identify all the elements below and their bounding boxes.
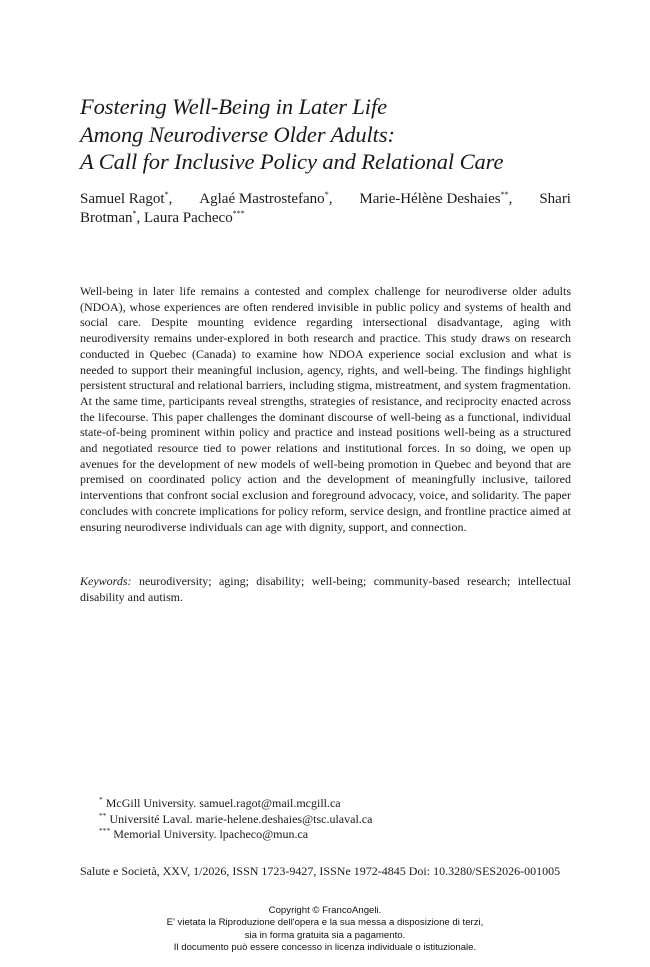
author-entry: [80, 190, 172, 209]
journal-citation: Salute e Società, XXV, 1/2026, ISSN 1723-9427, ISSNe 1972-4845 Doi: 10.3280/SES2026-001005: [80, 864, 561, 878]
author-separator: ,: [168, 191, 173, 207]
footnote-text: Université Laval. marie-helene.deshaies@tsc.ulaval.ca: [109, 811, 373, 826]
author-name: Aglaé Mastrostefano: [199, 191, 325, 207]
abstract-text: Well-being in later life remains a contested and complex challenge for neurodiverse older adults (NDOA), whose experiences are often rendered invisible in public policy and systems of health and social care. Despite mounting evidence regarding intersectional disadvantage, aging with neurodiversity remains under-explored in both research and practice. This study draws on research conducted in Quebec (Canada) to examine how NDOA experience social exclusion and what is needed to support their meaningful inclusion, agency, rights, and well-being. The findings highlight persistent structural and relational barriers, including stigma, mistreatment, and system fragmentation. At the same time, participants reveal strengths, strategies of resistance, and reciprocity enacted across the lifecourse. This paper challenges the dominant discourse of well-being as a functional, individual state-of-being prominent within policy and practice and instead positions well-being as a structured and negotiated resource tied to power relations and institutional forces. In so doing, we open up avenues for the development of new models of well-being promotion in Quebec and beyond that are premised on coordinated policy action and the development of meaningfully inclusive, tailored interventions that confront social exclusion and foreground advocacy, voice, and solidarity. The paper concludes with concrete implications for policy reform, service design, and frontline practice aimed at ensuring neurodiverse individuals can age with dignity, support, and connection.: [80, 284, 571, 534]
author-entry: [80, 210, 140, 226]
author-name: Samuel Ragot: [80, 191, 165, 207]
affiliation-mark: *: [132, 209, 137, 218]
author-list: [80, 190, 571, 228]
footnote-text: Memorial University. lpacheco@mun.ca: [113, 827, 309, 841]
author-separator: ,: [328, 191, 333, 207]
keywords-label: Keywords:: [80, 574, 132, 588]
abstract: [80, 284, 571, 535]
author-entry: [539, 190, 571, 209]
affiliation-footnotes: [99, 796, 519, 843]
affiliation-mark: *: [164, 190, 169, 199]
article-title: [80, 93, 580, 176]
author-name: Brotman: [80, 210, 133, 226]
author-name: Shari: [539, 191, 571, 207]
title-line-1: Fostering Well-Being in Later Life: [80, 94, 387, 119]
footnote-mark: ***: [99, 826, 111, 835]
affiliation-mark: ***: [232, 209, 245, 218]
author-name: Laura Pacheco: [144, 210, 233, 226]
author-line-2: [80, 209, 571, 228]
footnote-mark: **: [99, 810, 107, 820]
author-name: Marie-Hélène Deshaies: [359, 191, 501, 207]
footnote-text: McGill University. samuel.ragot@mail.mcgill.ca: [105, 796, 341, 810]
copyright-line-3: sia in forma gratuita sia a pagamento.: [244, 929, 406, 941]
copyright-line-4: Il documento può essere concesso in licenza individuale o istituzionale.: [173, 941, 477, 953]
footnote: [99, 796, 519, 812]
title-line-2: Among Neurodiverse Older Adults:: [80, 121, 395, 147]
title-line-3: A Call for Inclusive Policy and Relational Care: [80, 149, 504, 174]
copyright-line-2: E' vietata la Riproduzione dell'opera e la sua messa a disposizione di terzi,: [166, 917, 484, 929]
author-separator: ,: [136, 210, 141, 226]
keywords: [80, 574, 571, 605]
affiliation-mark: **: [500, 190, 509, 199]
author-entry: [144, 210, 245, 226]
footnote: [99, 827, 519, 843]
author-entry: [199, 190, 332, 209]
author-separator: ,: [508, 191, 513, 207]
copyright-notice: [100, 905, 550, 954]
footnote-mark: *: [99, 795, 103, 804]
author-entry: [359, 190, 512, 209]
footnote: [99, 812, 519, 828]
affiliation-mark: *: [324, 190, 329, 199]
copyright-line-1: Copyright © FrancoAngeli.: [268, 905, 382, 916]
author-line-1: [80, 190, 571, 209]
keywords-text: neurodiversity; aging; disability; well-being; community-based research; intellectual disability and autism.: [80, 574, 572, 604]
